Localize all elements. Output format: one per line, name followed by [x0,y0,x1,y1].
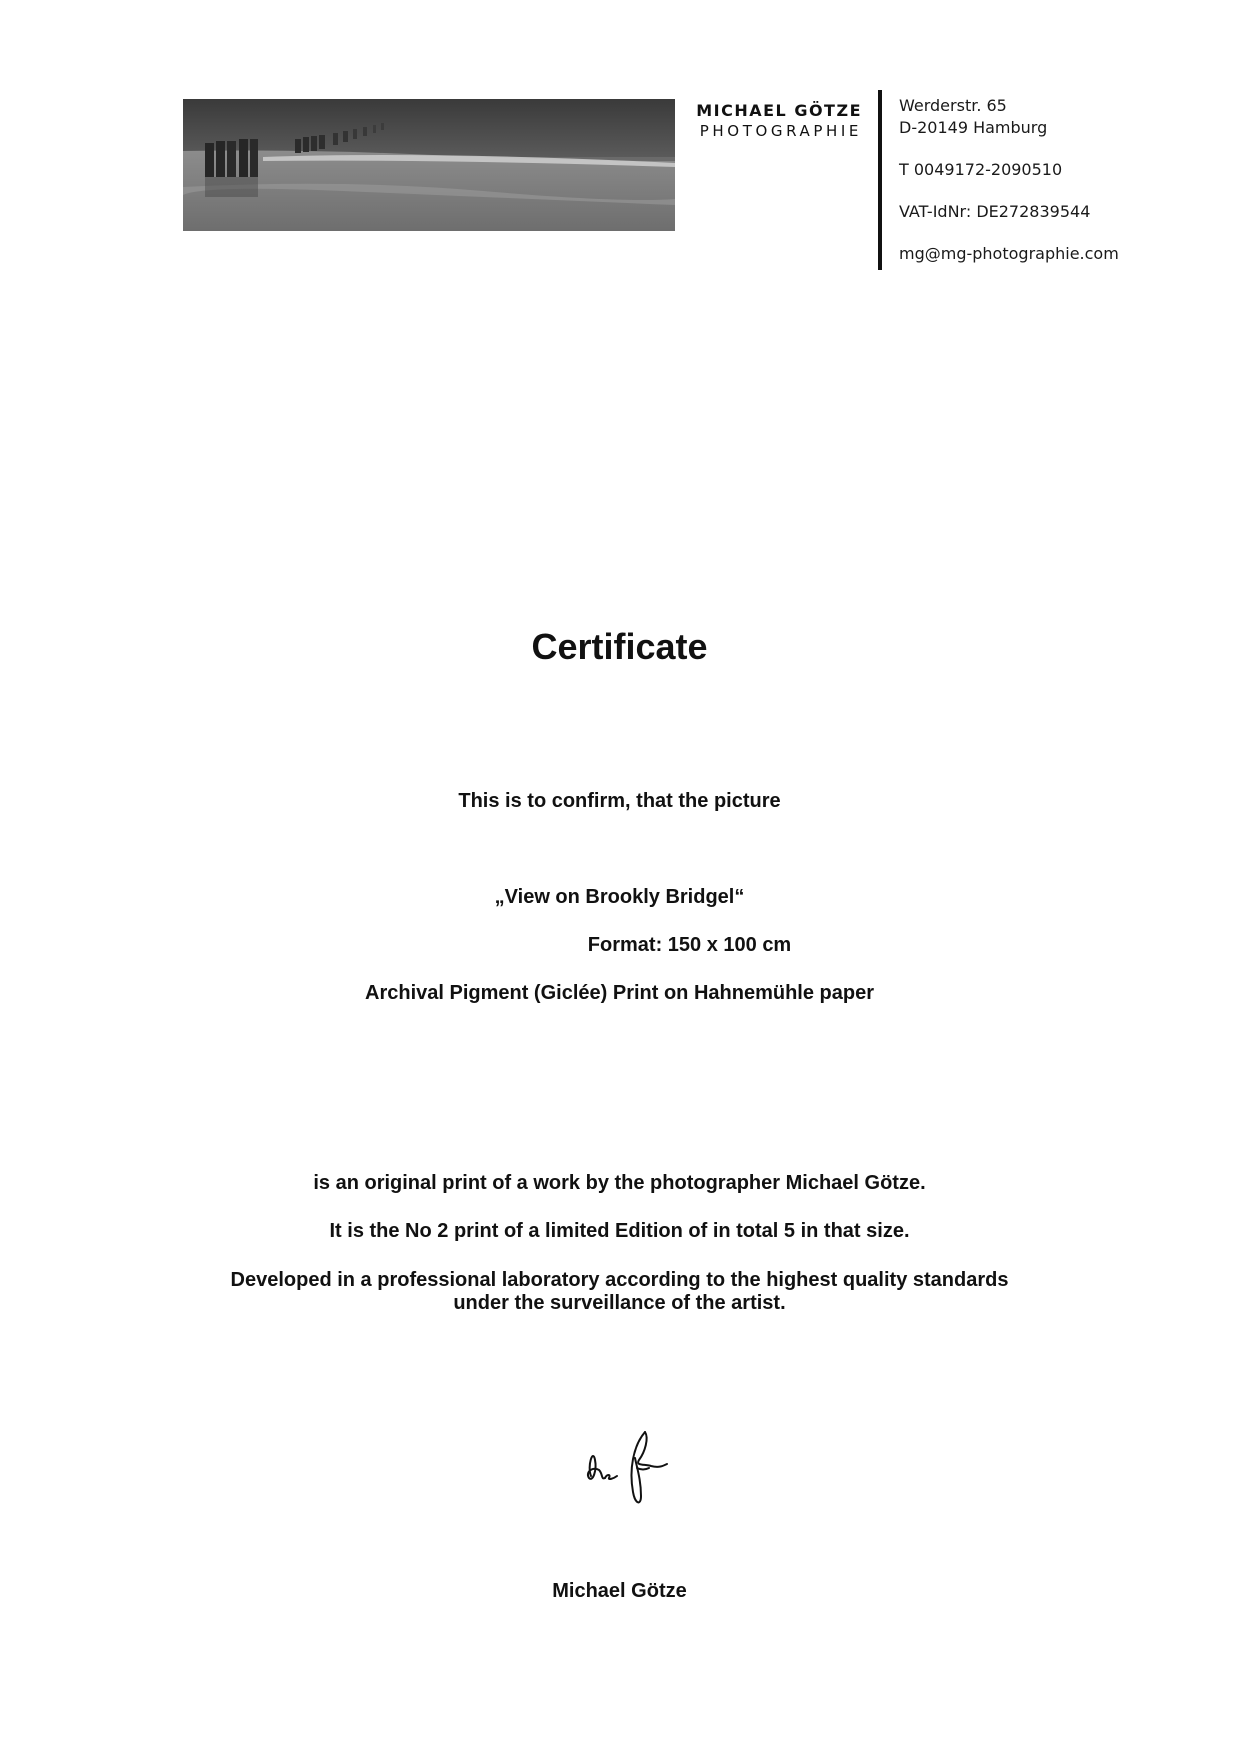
edition-line: It is the No 2 print of a limited Edition of in total 5 in that size. [329,1220,910,1242]
surveillance-line: under the surveillance of the artist. [453,1292,786,1314]
contact-email: mg@mg-photographie.com [899,244,1119,263]
contact-street: Werderstr. 65 [899,96,1007,115]
letterhead-photo [183,99,675,231]
picture-title: „View on Brookly Bridgel“ [494,886,745,908]
header-divider [878,90,882,270]
contact-city: D-20149 Hamburg [899,118,1048,137]
print-line: Archival Pigment (Giclée) Print on Hahnemühle paper [365,982,874,1004]
original-line: is an original print of a work by the photographer Michael Götze. [313,1172,926,1194]
signed-name: Michael Götze [552,1580,687,1602]
brand-name: MICHAEL GÖTZE [696,101,862,120]
signature-icon [575,1408,675,1518]
brand-subtitle: PHOTOGRAPHIE [699,122,862,140]
confirm-line: This is to confirm, that the picture [458,790,781,812]
format-line: Format: 150 x 100 cm [587,934,792,956]
contact-vat: VAT-IdNr: DE272839544 [899,202,1091,221]
developed-line: Developed in a professional laboratory according to the highest quality standards [230,1269,1009,1291]
brand-block [690,101,862,141]
certificate-title: Certificate [531,626,708,667]
contact-phone: T 0049172-2090510 [899,160,1063,179]
